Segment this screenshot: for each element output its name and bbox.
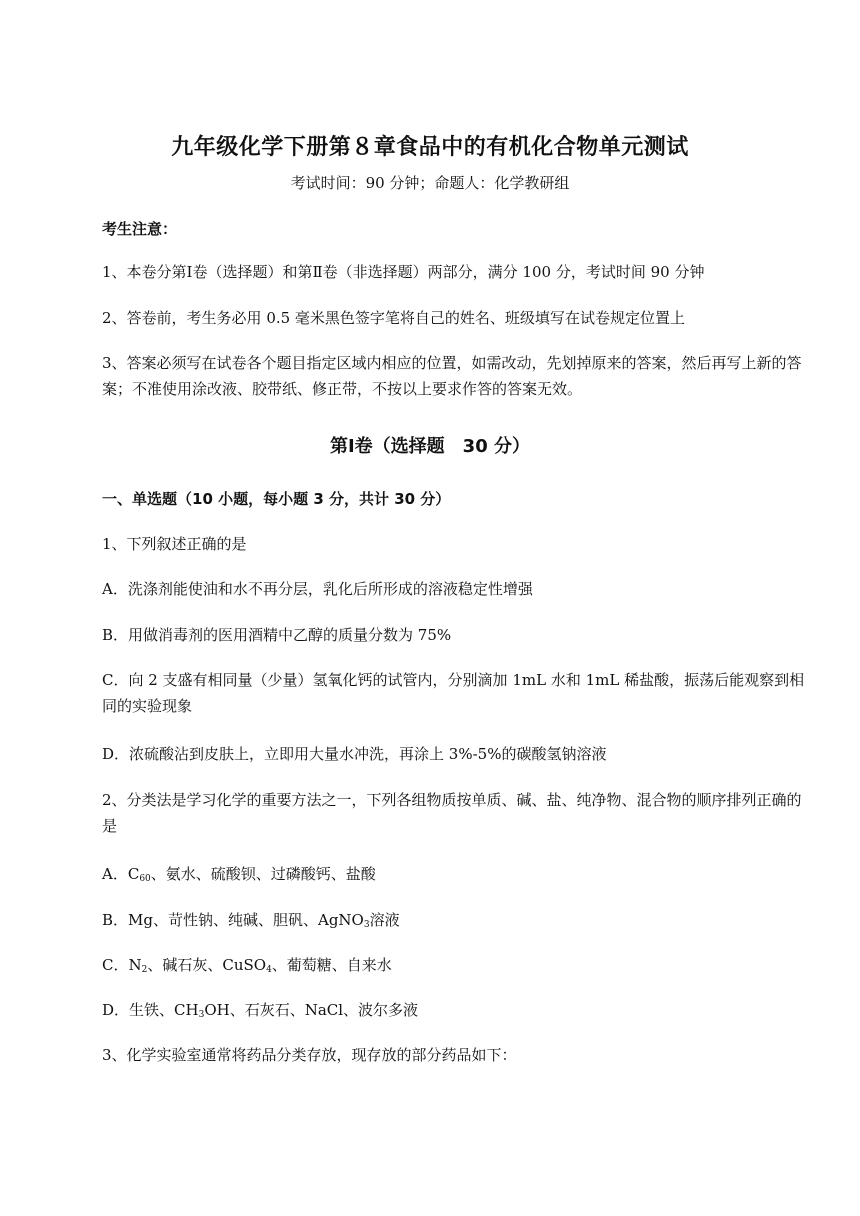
notice-heading: 考生注意：	[102, 220, 178, 238]
notice-item: 1、本卷分第Ⅰ卷（选择题）和第Ⅱ卷（非选择题）两部分，满分 100 分，考试时间 90 分钟	[102, 263, 705, 281]
section-title: 第Ⅰ卷（选择题 30 分）	[329, 436, 530, 457]
question-stem: 2、分类法是学习化学的重要方法之一，下列各组物质按单质、碱、盐、纯净物、混合物的顺序排列正确的是	[102, 791, 802, 835]
question-option: A．洗涤剂能使油和水不再分层，乳化后所形成的溶液稳定性增强	[102, 580, 533, 598]
part-heading: 一、单选题（10 小题，每小题 3 分，共计 30 分）	[102, 490, 451, 508]
exam-info: 考试时间：90 分钟；命题人：化学教研组	[290, 174, 570, 192]
question-option: D．浓硫酸沾到皮肤上，立即用大量水冲洗，再涂上 3%-5%的碳酸氢钠溶液	[102, 745, 607, 763]
question-option: D．生铁、$CH_3OH$、石灰石、NaCl、波尔多液	[102, 1001, 419, 1020]
question-option: A．$C_{60}$、氨水、硫酸钡、过磷酸钙、盐酸	[102, 865, 376, 884]
notice-item: 2、答卷前，考生务必用 0.5 毫米黑色签字笔将自己的姓名、班级填写在试卷规定位置上	[102, 309, 685, 327]
question-option: B．用做消毒剂的医用酒精中乙醇的质量分数为 75%	[102, 626, 452, 644]
question-stem: 1、下列叙述正确的是	[102, 535, 247, 553]
question-option: C．$N_2$、碱石灰、CuSO$_4$、葡萄糖、自来水	[102, 956, 392, 975]
notice-item: 3、答案必须写在试卷各个题目指定区域内相应的位置，如需改动，先划掉原来的答案，然后再写上新的答案；不准使用涂改液、胶带纸、修正带，不按以上要求作答的答案无效。	[102, 354, 802, 398]
question-stem: 3、化学实验室通常将药品分类存放，现存放的部分药品如下：	[102, 1046, 517, 1064]
page-title: 九年级化学下册第８章食品中的有机化合物单元测试	[171, 135, 689, 160]
question-option: C．向 2 支盛有相同量（少量）氢氧化钙的试管内，分别滴加 1mL 水和 1mL 稀盐酸，振荡后能观察到相同的实验现象	[102, 671, 805, 715]
question-option: B．Mg、苛性钠、纯碱、胆矾、AgNO$_3$溶液	[102, 911, 400, 930]
